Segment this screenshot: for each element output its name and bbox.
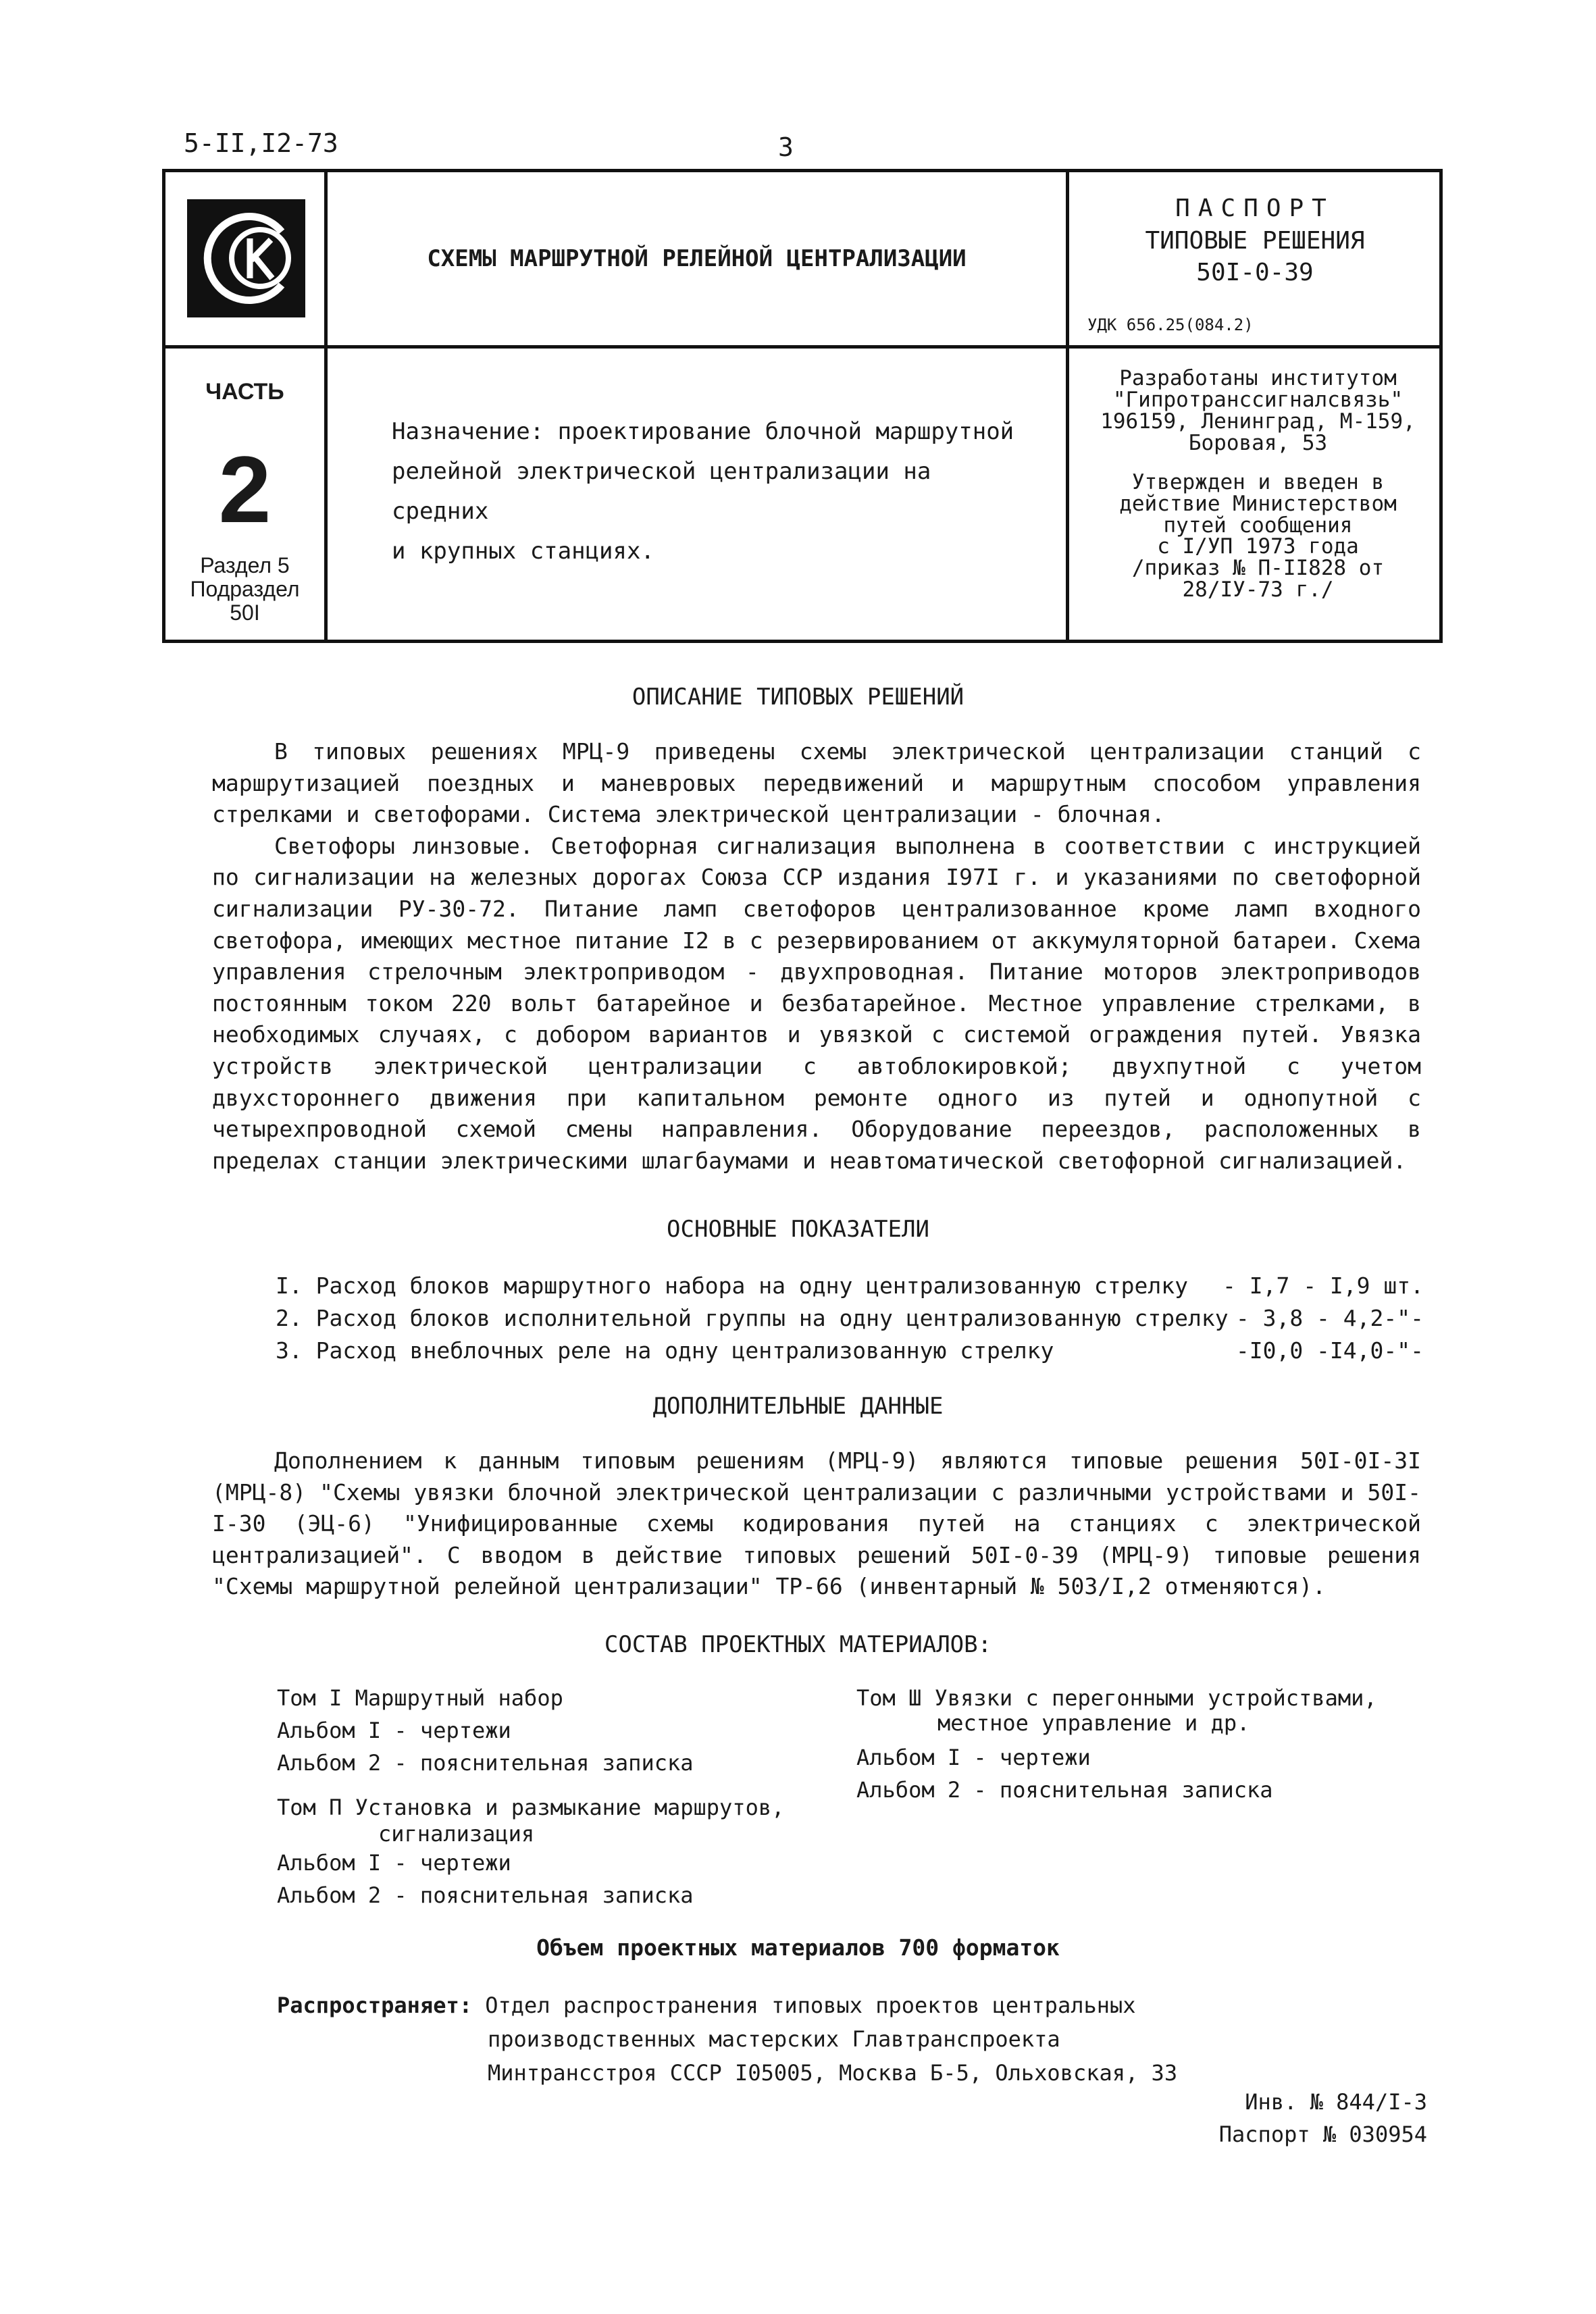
album-item: Альбом I - чертежи xyxy=(277,1850,511,1876)
passport-code: 50I-0-39 xyxy=(1196,259,1314,287)
indicator-text: 2. Расход блоков исполнительной группы на одну централизованную стрелку xyxy=(276,1305,1229,1331)
divider xyxy=(165,345,1439,349)
distributor-line: производственных мастерских Главтранспроекта xyxy=(488,2026,1060,2052)
header-block xyxy=(162,169,1443,643)
passport-box xyxy=(1069,192,1441,289)
indicator-row xyxy=(276,1335,1424,1367)
passport-title: ПАСПОРТ xyxy=(1175,195,1335,222)
distributor-line: Отдел распространения типовых проектов центральных xyxy=(485,1992,1136,2018)
passport-subtitle: ТИПОВЫЕ РЕШЕНИЯ xyxy=(1145,226,1365,255)
materials-heading: СОСТАВ ПРОЕКТНЫХ МАТЕРИАЛОВ: xyxy=(604,1631,992,1658)
volume-title: Том I Маршрутный набор xyxy=(277,1685,563,1711)
distributor-label: Распространяет: xyxy=(277,1992,472,2018)
album-item: Альбом I - чертежи xyxy=(277,1718,511,1743)
approval-line: действие Министерством xyxy=(1119,491,1397,516)
udk-code: УДК 656.25(084.2) xyxy=(1087,315,1254,334)
materials-left-column xyxy=(277,1682,784,1911)
indicator-row xyxy=(276,1302,1424,1335)
approval-line: /приказ № П-II828 от xyxy=(1131,556,1385,581)
dev-line: Разработаны институтом xyxy=(1119,366,1397,390)
approval-line: 28/IУ-73 г./ xyxy=(1182,577,1334,602)
indicators-heading: ОСНОВНЫЕ ПОКАЗАТЕЛИ xyxy=(667,1216,929,1243)
album-item: Альбом 2 - пояснительная записка xyxy=(856,1777,1273,1803)
volume-title-cont: местное управление и др. xyxy=(937,1710,1250,1736)
part-label: ЧАСТЬ xyxy=(205,379,284,405)
approval-line: Утвержден и введен в xyxy=(1131,469,1385,494)
volume-title: Том П Установка и размыкание маршрутов, xyxy=(277,1795,785,1820)
indicator-value: - I,7 - I,9 шт. xyxy=(1222,1272,1424,1299)
indicator-text: 3. Расход внеблочных реле на одну централизованную стрелку xyxy=(276,1337,1054,1364)
purpose-text xyxy=(392,412,1040,572)
indicator-text: I. Расход блоков маршрутного набора на одну централизованную стрелку xyxy=(276,1272,1189,1299)
section-label: Раздел 5 xyxy=(200,553,290,577)
album-item: Альбом I - чертежи xyxy=(856,1745,1091,1770)
inventory-number: Инв. № 844/I-3 xyxy=(1245,2089,1427,2115)
indicators-list xyxy=(276,1270,1424,1367)
passport-number: Паспорт № 030954 xyxy=(1218,2122,1427,2147)
album-item: Альбом 2 - пояснительная записка xyxy=(277,1750,694,1776)
distributor-line: Минтрансстроя СССР I05005, Москва Б-5, Ольховская, 33 xyxy=(488,2060,1178,2086)
volume-title: Том Ш Увязки с перегонными устройствами, xyxy=(856,1685,1377,1711)
dev-line: 196159, Ленинград, М-159, xyxy=(1100,409,1416,434)
indicator-value: -I0,0 -I4,0-"- xyxy=(1235,1337,1424,1364)
indicator-value: - 3,8 - 4,2-"- xyxy=(1235,1305,1424,1331)
description-paragraph: В типовых решениях МРЦ-9 приведены схемы электрической централизации станций с маршрутизацией поездных и маневровых передвижений и маршрутным способом управления стрелками и светофорами. Система электрической централизации - блочная. xyxy=(212,738,1421,828)
sk-logo-icon xyxy=(187,199,305,317)
indicator-row xyxy=(276,1270,1424,1302)
distribution-block xyxy=(277,1988,1177,2090)
dev-line: Боровая, 53 xyxy=(1188,430,1328,455)
purpose-line: Назначение: проектирование блочной маршрутной xyxy=(392,418,1014,445)
page-number: 3 xyxy=(778,132,794,162)
additional-heading: ДОПОЛНИТЕЛЬНЫЕ ДАННЫЕ xyxy=(652,1393,944,1420)
subsection-number: 50I xyxy=(230,600,260,625)
section-info xyxy=(165,554,324,625)
approval-line: путей сообщения xyxy=(1163,513,1353,538)
system-title: СХЕМЫ МАРШРУТНОЙ РЕЛЕЙНОЙ ЦЕНТРАЛИЗАЦИИ xyxy=(427,245,967,272)
description-paragraph: Светофоры линзовые. Светофорная сигнализация выполнена в соответствии с инструкцией по сигнализации на железных дорогах Союза ССР издания I97I г. и указаниями по светофорной сигнализации РУ-30-72. Питание ламп светофоров централизованное кроме ламп входного светофора, имеющих местное питание I2 в с резервированием от аккумуляторной батареи. Схема управления стрелочным электроприводом - двухпроводная. Питание моторов электроприводов постоянным током 220 вольт батарейное и безбатарейное. Местное управление стрелками, в необходимых случаях, с добором вариантов и увязкой с системой ограждения путей. Увязка устройств электрической централизации с автоблокировкой; двухпутной с учетом двухстороннего движения при капитальном ремонте одного из путей и однопутной с четырехпроводной схемой смены направления. Оборудование переездов, расположенных в пределах станции электрическими шлагбаумами и неавтоматической светофорной сигнализацией. xyxy=(212,832,1421,1174)
part-number: 2 xyxy=(218,436,272,542)
description-text xyxy=(212,736,1421,1177)
developer-info xyxy=(1074,368,1442,619)
purpose-line: и крупных станциях. xyxy=(392,538,654,565)
additional-text xyxy=(212,1445,1421,1603)
additional-paragraph: Дополнением к данным типовым решениям (МРЦ-9) являются типовые решения 50I-0I-3I (МРЦ-8) "Схемы увязки блочной электрической централизации с различными устройствами и 50I-I-30 (ЭЦ-6) "Унифицированные схемы кодирования путей на станциях с электрической централизацией". С вводом в действие типовых решений 50I-0-39 (МРЦ-9) типовые решения "Схемы маршрутной релейной централизации" ТР-66 (инвентарный № 503/I,2 отменяются). xyxy=(212,1447,1421,1600)
approval-line: с I/УП 1973 года xyxy=(1157,534,1359,559)
document-code: 5-II,I2-73 xyxy=(184,128,338,158)
dev-line: "Гипротранссигналсвязь" xyxy=(1112,387,1404,412)
inventory-block xyxy=(1219,2086,1427,2151)
materials-right-column xyxy=(856,1682,1377,1806)
subsection-label: Подраздел xyxy=(190,577,300,602)
volume-title-cont: сигнализация xyxy=(378,1821,535,1847)
volume-note: Объем проектных материалов 700 форматок xyxy=(536,1934,1060,1961)
description-heading: ОПИСАНИЕ ТИПОВЫХ РЕШЕНИЙ xyxy=(632,684,964,711)
purpose-line: релейной электрической централизации на средних xyxy=(392,458,931,525)
album-item: Альбом 2 - пояснительная записка xyxy=(277,1882,694,1908)
